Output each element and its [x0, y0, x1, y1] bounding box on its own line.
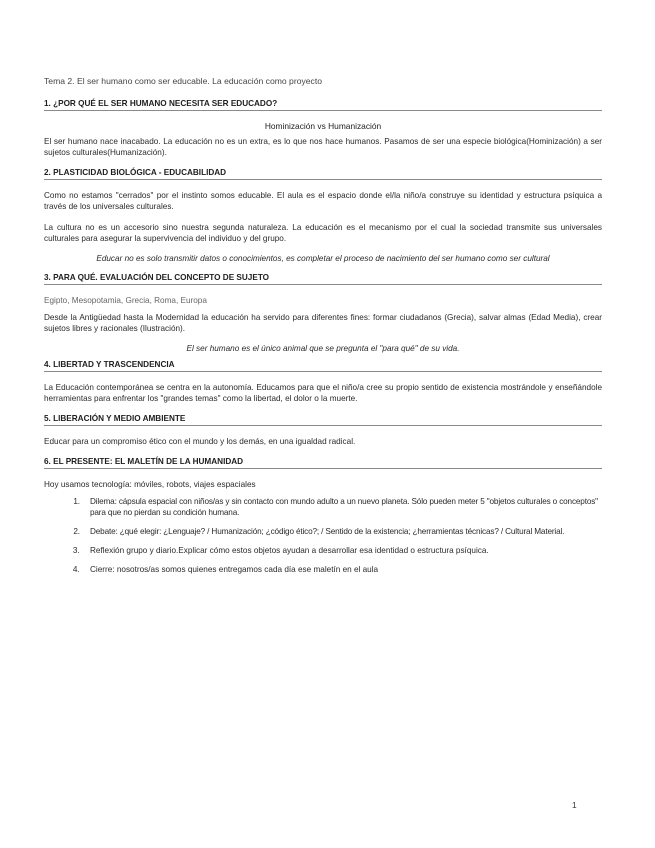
page-number: 1	[572, 800, 577, 810]
section-heading-6: 6. EL PRESENTE: EL MALETÍN DE LA HUMANIDAD	[44, 457, 602, 469]
paragraph: El ser humano nace inacabado. La educación no es un extra, es lo que nos hace humanos. Pasamos de ser una especie biológica(Hominización) a ser sujetos culturales(Humanización).	[44, 137, 602, 157]
paragraph: Como no estamos "cerrados" por el instinto somos educable. El aula es el espacio donde el/la niño/a construye su identidad y estructura psíquica a través de los universales culturales.	[44, 191, 602, 211]
quote: El ser humano es el único animal que se pregunta el "para qué" de su vida.	[186, 344, 460, 353]
list-item: 1. Dilema: cápsula espacial con niños/as y sin contacto con mundo adulto a un nuevo planeta. Sólo pueden meter 5 "objetos culturales o conceptos" para que no pierdan su condición humana.	[82, 496, 602, 518]
list-item: 3. Reflexión grupo y diario.Explicar cómo estos objetos ayudan a desarrollar esa identidad o estructura psíquica.	[82, 545, 602, 556]
paragraph: La cultura no es un accesorio sino nuestra segunda naturaleza. La educación es el mecanismo por el cual la sociedad transmite sus universales culturales para asegurar la supervivencia del individuo y del grupo.	[44, 223, 602, 243]
document-page	[44, 76, 602, 583]
section-heading-5: 5. LIBERACIÓN Y MEDIO AMBIENTE	[44, 414, 602, 426]
quote: Educar no es solo transmitir datos o conocimientos, es completar el proceso de nacimiento del ser humano como ser cultural	[96, 254, 550, 263]
section-heading-4: 4. LIBERTAD Y TRASCENDENCIA	[44, 360, 602, 372]
section-heading-2: 2. PLASTICIDAD BIOLÓGICA - EDUCABILIDAD	[44, 168, 602, 180]
paragraph: La Educación contemporánea se centra en la autonomía. Educamos para que el niño/a cree su propio sentido de existencia mostrándole y enseñándole herramientas para enfrentar los "grandes temas" como la libertad, el dolor o la muerte.	[44, 383, 602, 403]
document-subtitle: Tema 2. El ser humano como ser educable. La educación como proyecto	[44, 76, 323, 86]
list-item: 2. Debate: ¿qué elegir: ¿Lenguaje? / Humanización; ¿código ético?; / Sentido de la existencia; ¿herramientas técnicas? / Cultural Material.	[82, 526, 602, 537]
activity-list	[44, 496, 602, 575]
paragraph: Hoy usamos tecnología: móviles, robots, viajes espaciales	[44, 480, 256, 489]
paragraph: Desde la Antigüedad hasta la Modernidad la educación ha servido para diferentes fines: formar ciudadanos (Grecia), salvar almas (Edad Media), crear sujetos libres y racionales (Ilustración).	[44, 313, 602, 333]
section-heading-1: 1. ¿POR QUÉ EL SER HUMANO NECESITA SER EDUCADO?	[44, 99, 602, 111]
section-subheading: Hominización vs Humanización	[264, 121, 382, 131]
section-heading-3: 3. PARA QUÉ. EVALUACIÓN DEL CONCEPTO DE SUJETO	[44, 273, 602, 285]
list-item: 4. Cierre: nosotros/as somos quienes entregamos cada día ese maletín en el aula	[82, 564, 602, 575]
paragraph: Educar para un compromiso ético con el mundo y los demás, en una igualdad radical.	[44, 437, 356, 446]
places-line: Egipto, Mesopotamia, Grecia, Roma, Europa	[44, 296, 207, 305]
